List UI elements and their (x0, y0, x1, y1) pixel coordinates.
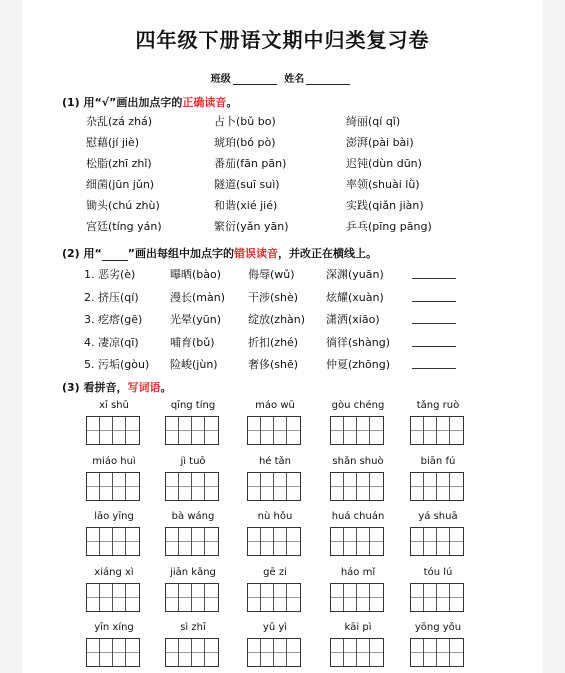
writing-cell[interactable] (100, 639, 113, 666)
pinyin-choice-item[interactable]: 琥珀(bó pò) (214, 136, 276, 149)
pinyin-label: huá chuán (331, 511, 385, 522)
writing-cell[interactable] (450, 417, 463, 444)
writing-grid[interactable] (86, 416, 140, 445)
pinyin-choice-item[interactable]: 细菌(jūn jǔn) (86, 178, 155, 191)
writing-cell[interactable] (192, 417, 205, 444)
writing-grid[interactable] (410, 416, 464, 445)
reading-correction-item[interactable]: 光晕(yūn) (170, 313, 222, 326)
pinyin-label: sì zhī (180, 622, 206, 633)
writing-cell[interactable] (100, 473, 113, 500)
writing-cell[interactable] (248, 639, 261, 666)
writing-cell[interactable] (370, 417, 383, 444)
writing-cell[interactable] (179, 417, 192, 444)
writing-cell[interactable] (113, 417, 126, 444)
writing-cell[interactable] (344, 417, 357, 444)
writing-cell[interactable] (100, 417, 113, 444)
pinyin-label: yǔ yì (262, 622, 288, 633)
writing-cell[interactable] (437, 639, 450, 666)
writing-grid[interactable] (165, 416, 219, 445)
pinyin-choice-item[interactable]: 慰藉(jí jiè) (86, 136, 140, 149)
reading-correction-item[interactable]: 侮辱(wǔ) (248, 268, 295, 281)
writing-grid[interactable] (410, 527, 464, 556)
reading-correction-item[interactable]: 绽放(zhàn) (248, 313, 306, 326)
reading-correction-item[interactable]: 折扣(zhé) (248, 335, 299, 349)
pinyin-label: háo mǐ (340, 566, 376, 578)
pinyin-choice-item[interactable]: 乒乓(pīng pāng) (346, 220, 432, 233)
writing-cell[interactable] (166, 584, 179, 611)
pinyin-label: biān fú (420, 455, 456, 467)
pinyin-label: yīn xíng (94, 622, 134, 633)
pinyin-choice-item[interactable]: 率领(shuài lǜ) (346, 178, 420, 191)
pinyin-label: yōng yǒu (414, 622, 462, 633)
pinyin-choice-item[interactable]: 迟钝(dùn dūn) (346, 157, 422, 170)
writing-cell[interactable] (357, 584, 370, 611)
writing-cell[interactable] (411, 639, 424, 666)
writing-cell[interactable] (113, 528, 126, 555)
writing-cell[interactable] (357, 417, 370, 444)
writing-cell[interactable] (344, 473, 357, 500)
writing-cell[interactable] (100, 584, 113, 611)
reading-correction-item[interactable]: 深渊(yuān) (326, 268, 384, 281)
writing-grid[interactable] (330, 416, 384, 445)
pinyin-choice-item[interactable]: 锄头(chú zhù) (86, 199, 160, 212)
writing-grid[interactable] (330, 638, 384, 667)
writing-cell[interactable] (450, 528, 463, 555)
pinyin-label: shǎn shuò (332, 455, 384, 467)
writing-grid[interactable] (247, 472, 301, 501)
writing-cell[interactable] (192, 473, 205, 500)
pinyin-choice-item[interactable]: 占卜(bǔ bo) (214, 115, 276, 128)
reading-correction-item[interactable]: 奢侈(shē) (248, 358, 299, 371)
writing-cell[interactable] (205, 584, 218, 611)
pinyin-label: miáo huì (92, 455, 136, 467)
writing-cell[interactable] (126, 639, 139, 666)
writing-cell[interactable] (370, 473, 383, 500)
writing-cell[interactable] (126, 528, 139, 555)
writing-cell[interactable] (411, 417, 424, 444)
pinyin-choice-item[interactable]: 宫廷(tíng yán) (86, 220, 162, 233)
writing-cell[interactable] (411, 584, 424, 611)
writing-cell[interactable] (179, 639, 192, 666)
writing-cell[interactable] (87, 473, 100, 500)
writing-grid[interactable] (86, 472, 140, 501)
writing-cell[interactable] (331, 528, 344, 555)
writing-cell[interactable] (248, 473, 261, 500)
writing-cell[interactable] (274, 473, 287, 500)
reading-correction-item[interactable]: 险峻(jùn) (170, 358, 218, 371)
writing-cell[interactable] (100, 528, 113, 555)
writing-grid[interactable] (247, 416, 301, 445)
reading-correction-item[interactable]: 哺育(bǔ) (170, 335, 215, 349)
pinyin-label: lāo yīng (94, 511, 134, 522)
writing-cell[interactable] (248, 528, 261, 555)
writing-cell[interactable] (450, 639, 463, 666)
writing-cell[interactable] (179, 584, 192, 611)
writing-grid[interactable] (86, 583, 140, 612)
writing-cell[interactable] (357, 473, 370, 500)
class-blank[interactable] (233, 74, 277, 85)
writing-cell[interactable] (166, 528, 179, 555)
writing-grid[interactable] (165, 638, 219, 667)
writing-cell[interactable] (113, 639, 126, 666)
writing-cell[interactable] (344, 528, 357, 555)
writing-cell[interactable] (287, 417, 300, 444)
writing-grid[interactable] (330, 472, 384, 501)
pinyin-label: xiáng xì (94, 566, 134, 578)
writing-grid[interactable] (247, 527, 301, 556)
answer-line[interactable] (412, 278, 456, 279)
writing-grid[interactable] (165, 583, 219, 612)
writing-cell[interactable] (192, 584, 205, 611)
pinyin-label: máo wū (255, 400, 295, 411)
writing-cell[interactable] (370, 584, 383, 611)
writing-grid[interactable] (247, 638, 301, 667)
pinyin-choice-item[interactable]: 杂乱(zá zhá) (86, 115, 153, 128)
reading-correction-item[interactable]: 曝晒(bào) (170, 268, 222, 281)
writing-grid[interactable] (410, 583, 464, 612)
writing-cell[interactable] (437, 417, 450, 444)
writing-cell[interactable] (179, 473, 192, 500)
answer-line[interactable] (412, 368, 456, 369)
pinyin-label: qīng tíng (170, 400, 216, 411)
pinyin-choice-item[interactable]: 番茄(fān pān) (214, 157, 287, 170)
pinyin-choice-item[interactable]: 绮丽(qí qǐ) (346, 115, 401, 128)
reading-correction-item[interactable]: 徜徉(shàng) (326, 335, 390, 349)
writing-grid[interactable] (330, 527, 384, 556)
writing-cell[interactable] (126, 417, 139, 444)
writing-cell[interactable] (205, 639, 218, 666)
pinyin-label: bà wáng (171, 511, 215, 522)
answer-line[interactable] (412, 323, 456, 324)
writing-cell[interactable] (424, 473, 437, 500)
writing-grid[interactable] (165, 527, 219, 556)
writing-cell[interactable] (87, 584, 100, 611)
writing-cell[interactable] (370, 639, 383, 666)
reading-correction-item[interactable]: 仲夏(zhōng) (326, 358, 391, 371)
reading-correction-item[interactable]: 2. 挤压(qí) (84, 290, 139, 304)
pinyin-choice-item[interactable]: 松脂(zhī zhǐ) (86, 157, 152, 170)
writing-cell[interactable] (450, 584, 463, 611)
writing-cell[interactable] (126, 473, 139, 500)
writing-cell[interactable] (424, 417, 437, 444)
writing-cell[interactable] (424, 639, 437, 666)
underline-sample (102, 250, 128, 261)
writing-cell[interactable] (287, 639, 300, 666)
writing-grid[interactable] (86, 527, 140, 556)
pinyin-label: xī shū (99, 400, 129, 411)
writing-cell[interactable] (331, 473, 344, 500)
answer-line[interactable] (412, 346, 456, 347)
writing-cell[interactable] (437, 473, 450, 500)
reading-correction-item[interactable]: 1. 恶劣(è) (84, 268, 136, 281)
writing-cell[interactable] (205, 528, 218, 555)
writing-cell[interactable] (357, 528, 370, 555)
writing-cell[interactable] (424, 584, 437, 611)
pinyin-choice-item[interactable]: 繁衍(yǎn yān) (214, 220, 289, 233)
section-1-heading: (1) 用“√”画出加点字的正确读音。 (62, 96, 238, 109)
writing-cell[interactable] (344, 639, 357, 666)
writing-cell[interactable] (179, 528, 192, 555)
writing-cell[interactable] (113, 473, 126, 500)
pinyin-choice-item[interactable]: 隧道(suī suì) (214, 178, 280, 191)
writing-cell[interactable] (87, 639, 100, 666)
writing-cell[interactable] (87, 528, 100, 555)
pinyin-label: tǎng ruò (416, 400, 460, 411)
writing-grid[interactable] (410, 472, 464, 501)
writing-cell[interactable] (113, 584, 126, 611)
reading-correction-item[interactable]: 炫耀(xuàn) (326, 290, 384, 304)
writing-grid[interactable] (165, 472, 219, 501)
writing-grid[interactable] (86, 638, 140, 667)
name-label: 姓名 (284, 74, 305, 85)
pinyin-label: gòu chéng (331, 400, 385, 411)
pinyin-label: nù hǒu (257, 511, 293, 522)
section-3-heading: (3) 看拼音，写词语。 (62, 381, 172, 394)
writing-grid[interactable] (330, 583, 384, 612)
writing-cell[interactable] (411, 528, 424, 555)
writing-cell[interactable] (331, 417, 344, 444)
writing-cell[interactable] (126, 584, 139, 611)
writing-cell[interactable] (261, 639, 274, 666)
writing-cell[interactable] (370, 528, 383, 555)
writing-cell[interactable] (261, 473, 274, 500)
writing-cell[interactable] (274, 417, 287, 444)
writing-cell[interactable] (450, 473, 463, 500)
writing-cell[interactable] (411, 473, 424, 500)
writing-cell[interactable] (274, 584, 287, 611)
name-blank[interactable] (306, 74, 350, 85)
pinyin-choice-item[interactable]: 实践(qiǎn jiàn) (346, 199, 424, 212)
writing-cell[interactable] (192, 528, 205, 555)
writing-cell[interactable] (274, 528, 287, 555)
writing-cell[interactable] (287, 473, 300, 500)
reading-correction-item[interactable]: 漫长(màn) (170, 290, 226, 304)
reading-correction-item[interactable]: 干涉(shè) (248, 290, 299, 304)
writing-cell[interactable] (261, 528, 274, 555)
section-2-heading: (2) 用“ ”画出每组中加点字的错误读音，并改正在横线上。 (62, 247, 378, 260)
writing-cell[interactable] (87, 417, 100, 444)
writing-cell[interactable] (437, 528, 450, 555)
pinyin-label: kāi pì (344, 622, 372, 633)
writing-cell[interactable] (287, 584, 300, 611)
writing-cell[interactable] (357, 639, 370, 666)
pinyin-choice-item[interactable]: 澎湃(pài bài) (346, 136, 414, 149)
writing-grid[interactable] (410, 638, 464, 667)
writing-cell[interactable] (205, 473, 218, 500)
writing-grid[interactable] (247, 583, 301, 612)
pinyin-choice-item[interactable]: 和谐(xié jié) (214, 199, 278, 212)
answer-line[interactable] (412, 301, 456, 302)
pinyin-label: jiān kǎng (170, 566, 216, 578)
page-title: 四年级下册语文期中归类复习卷 (135, 28, 430, 52)
writing-cell[interactable] (166, 639, 179, 666)
student-info-line (0, 70, 565, 85)
pinyin-label: jì tuō (180, 455, 206, 467)
writing-cell[interactable] (205, 417, 218, 444)
writing-cell[interactable] (166, 473, 179, 500)
writing-cell[interactable] (248, 584, 261, 611)
class-label: 班级 (210, 74, 231, 85)
reading-correction-item[interactable]: 4. 凄凉(qī) (84, 335, 139, 349)
writing-cell[interactable] (261, 584, 274, 611)
reading-correction-item[interactable]: 5. 污垢(gòu) (84, 358, 150, 371)
pinyin-label: hé tǎn (258, 455, 292, 467)
writing-cell[interactable] (344, 584, 357, 611)
reading-correction-item[interactable]: 潇洒(xiāo) (326, 313, 380, 326)
writing-cell[interactable] (261, 417, 274, 444)
writing-cell[interactable] (287, 528, 300, 555)
writing-cell[interactable] (248, 417, 261, 444)
writing-cell[interactable] (331, 584, 344, 611)
reading-correction-item[interactable]: 3. 疙瘩(gē) (84, 313, 143, 326)
writing-cell[interactable] (192, 639, 205, 666)
pinyin-label: gē zi (263, 566, 287, 578)
writing-cell[interactable] (424, 528, 437, 555)
writing-cell[interactable] (274, 639, 287, 666)
writing-cell[interactable] (437, 584, 450, 611)
pinyin-label: tóu lú (423, 566, 453, 578)
pinyin-label: yá shuā (418, 511, 458, 522)
writing-cell[interactable] (331, 639, 344, 666)
writing-cell[interactable] (166, 417, 179, 444)
